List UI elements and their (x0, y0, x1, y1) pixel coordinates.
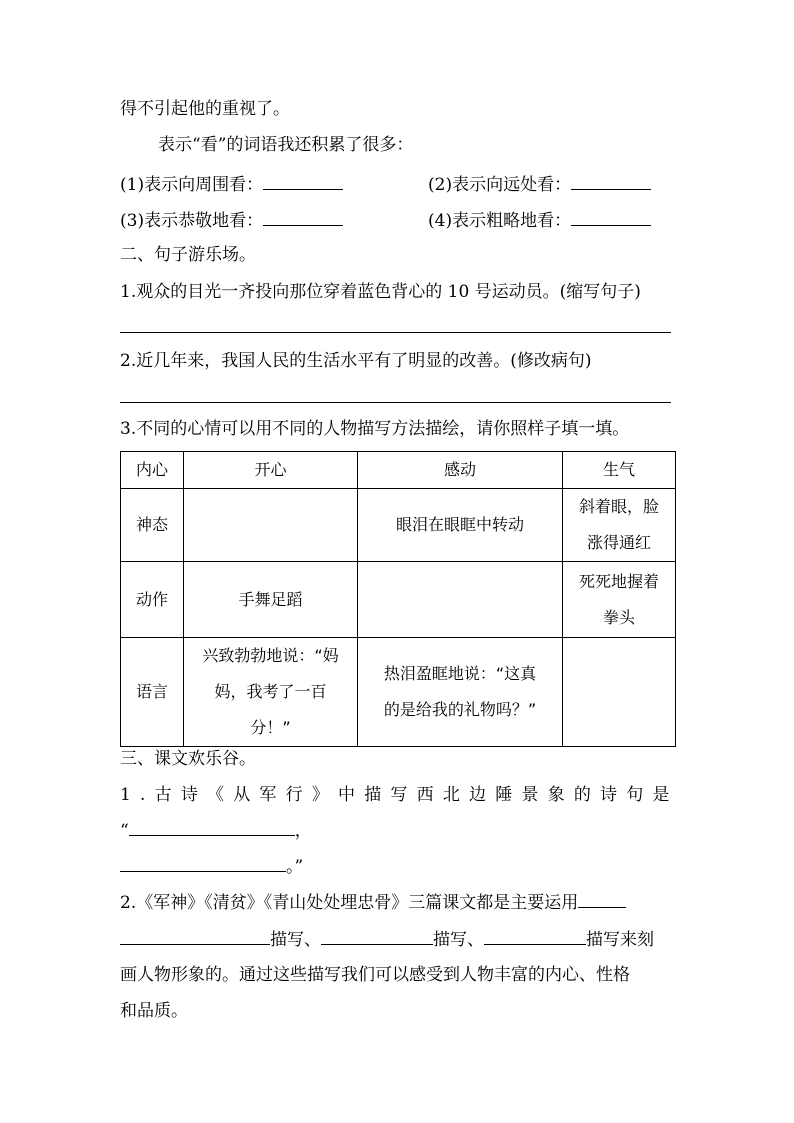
cell-text: 分！” (250, 718, 291, 737)
section3-q2-line4: 和品质。 (120, 1001, 188, 1021)
table-header-cell: 开心 (184, 452, 358, 489)
q2-text: 描写、 (433, 930, 484, 950)
section2-q3: 3.不同的心情可以用不同的人物描写方法描绘，请你照样子填一填。 (120, 419, 630, 439)
table-row (121, 638, 676, 747)
row-label: 动作 (121, 562, 184, 638)
table-header-cell: 内心 (121, 452, 184, 489)
section3-q1-line1: 1.古诗《从军行》中描写西北边陲景象的诗句是 (120, 785, 679, 805)
cell-text: 眼泪在眼眶中转动 (395, 515, 524, 534)
answer-blank[interactable] (129, 818, 295, 836)
kan-item-label: (3)表示恭敬地看： (120, 211, 264, 231)
answer-blank[interactable] (321, 927, 433, 945)
kan-item-label: (2)表示向远处看： (428, 175, 572, 195)
cell-text: 热泪盈眶地说：“这真 (383, 664, 537, 683)
q2-text: 2.《军神》《清贫》《青山处处埋忠骨》三篇课文都是主要运用 (120, 893, 579, 913)
row-label: 语言 (121, 638, 184, 747)
mood-table (120, 451, 676, 747)
kan-item-2 (428, 172, 651, 196)
table-cell (358, 489, 563, 562)
table-cell (358, 638, 563, 747)
answer-blank[interactable] (571, 172, 651, 190)
comma: ， (294, 821, 312, 841)
fill-cell[interactable] (184, 489, 358, 562)
answer-blank[interactable] (120, 927, 270, 945)
table-row (121, 562, 676, 638)
fill-cell[interactable] (358, 562, 563, 638)
kan-item-label: (4)表示粗略地看： (428, 211, 572, 231)
answer-line-q1[interactable] (120, 332, 671, 333)
section3-q1-line3 (120, 854, 303, 878)
cell-text: 死死地握着 (578, 571, 659, 591)
section3-q1-line2 (120, 818, 312, 842)
table-cell (184, 638, 358, 747)
cell-text: 妈，我考了一百 (214, 682, 327, 701)
cell-text: 兴致勃勃地说：“妈 (202, 646, 339, 665)
answer-blank[interactable] (571, 208, 651, 226)
answer-blank[interactable] (484, 927, 586, 945)
kan-item-4 (428, 208, 651, 232)
table-cell (184, 562, 358, 638)
q2-text: 描写来刻 (586, 930, 654, 950)
table-row (121, 489, 676, 562)
intro-line: 得不引起他的重视了。 (120, 99, 290, 119)
cell-text: 涨得通红 (586, 533, 651, 552)
section3-title: 三、课文欢乐谷。 (120, 749, 256, 769)
kan-item-1 (120, 172, 343, 196)
cell-text: 的是给我的礼物吗？” (383, 700, 537, 719)
section3-q2-line1 (120, 890, 626, 914)
section3-q2-line2 (120, 927, 654, 951)
kan-item-3 (120, 208, 343, 232)
row-label: 神态 (121, 489, 184, 562)
kan-intro: 表示“看”的词语我还积累了很多： (158, 135, 414, 155)
quote-open: “ (120, 821, 129, 841)
section2-title: 二、句子游乐场。 (120, 245, 256, 265)
answer-blank[interactable] (263, 208, 343, 226)
q2-text: 描写、 (270, 930, 321, 950)
section2-q2: 2.近几年来，我国人民的生活水平有了明显的改善。(修改病句) (120, 351, 592, 371)
answer-blank[interactable] (120, 854, 286, 872)
quote-close: 。” (286, 857, 304, 877)
cell-text: 手舞足蹈 (238, 589, 303, 609)
table-header-row (121, 452, 676, 489)
table-cell (563, 489, 676, 562)
kan-item-label: (1)表示向周围看： (120, 175, 264, 195)
answer-blank[interactable] (578, 890, 626, 908)
section3-q2-line3: 画人物形象的。通过这些描写我们可以感受到人物丰富的内心、性格 (120, 965, 630, 985)
section2-q1: 1.观众的目光一齐投向那位穿着蓝色背心的 10 号运动员。(缩写句子) (120, 282, 641, 302)
table-header-cell: 感动 (358, 452, 563, 489)
cell-text: 拳头 (602, 607, 635, 627)
answer-blank[interactable] (263, 172, 343, 190)
table-header-cell: 生气 (563, 452, 676, 489)
answer-line-q2[interactable] (120, 402, 671, 403)
fill-cell[interactable] (563, 638, 676, 747)
table-cell (563, 562, 676, 638)
cell-text: 斜着眼，脸 (578, 497, 659, 516)
